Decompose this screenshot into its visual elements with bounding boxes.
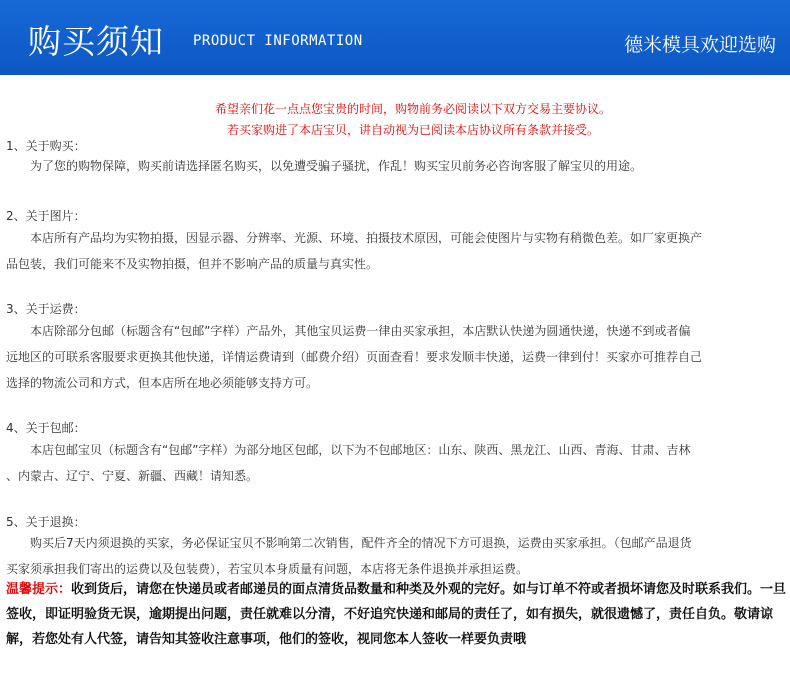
section-body-returns: [6, 530, 786, 582]
body-line: 本店除部分包邮（标题含有“包邮”字样）产品外，其他宝贝运费一律由买家承担，本店默认快递为圆通快递，快递不到或者偏: [30, 324, 691, 338]
body-line: 本店包邮宝贝（标题含有“包邮”字样）为部分地区包邮，以下为不包邮地区：山东、陕西、黑龙江、山西、青海、甘肃、吉林: [30, 443, 691, 457]
section-heading-free-shipping: 4、关于包邮：: [6, 421, 86, 435]
warm-tips: [6, 577, 788, 652]
page-subtitle: PRODUCT INFORMATION: [193, 33, 363, 49]
section-body-shipping: [6, 318, 786, 396]
body-line: 买家须承担我们寄出的运费以及包装费），若宝贝本身质量有问题，本店将无条件退换并承担运费。: [6, 562, 529, 576]
header-banner: [0, 0, 790, 75]
body-line: 远地区的可联系客服要求更换其他快递，详情运费请到（邮费介绍）页面查看！要求发顺丰快递，运费一律到付！买家亦可推荐自己: [6, 350, 703, 364]
section-heading-shipping: 3、关于运费：: [6, 302, 86, 316]
section-heading-purchase: 1、关于购买：: [6, 139, 86, 153]
warm-tips-label: 温馨提示：: [6, 582, 72, 597]
body-line: 为了您的购物保障，购买前请选择匿名购买，以免遭受骗子骚扰，作乱！购买宝贝前务必咨询客服了解宝贝的用途。: [30, 159, 643, 173]
notice-line-1: 希望亲们花一点点您宝贵的时间，购物前务必阅读以下双方交易主要协议。: [214, 102, 611, 116]
body-line: 购买后7天内须退换的买家，务必保证宝贝不影响第二次销售，配件齐全的情况下方可退换，运费由买家承担。（包邮产品退货: [30, 536, 692, 550]
notice-line-2: 若买家购进了本店宝贝，讲自动视为已阅读本店协议所有条款并接受。: [226, 123, 599, 137]
body-line: 选择的物流公司和方式，但本店所在地必须能够支持方可。: [6, 376, 319, 390]
section-heading-returns: 5、关于退换：: [6, 515, 86, 529]
section-body-purchase: [6, 153, 786, 179]
warm-tips-text: 收到货后，请您在快递员或者邮递员的面点清货品数量和种类及外观的完好。如与订单不符或者损坏请您及时联系我们。一旦签收，即证明验货无误，逾期提出问题，责任就难以分清，不好追究快递和邮局的责任了，如有损失，就很遗憾了，责任自负。敬请谅解，若您处有人代签，请告知其签收注意事项，他们的签收，视同您本人签收一样要负责哦: [6, 582, 787, 647]
body-line: 本店所有产品均为实物拍摄，因显示器、分辨率、光源、环境、拍摄技术原因，可能会使图片与实物有稍微色差。如厂家更换产: [30, 231, 703, 245]
body-line: 、内蒙古、辽宁、宁夏、新疆、西藏！请知悉。: [6, 469, 259, 483]
brand-slogan: 德米模具欢迎选购: [623, 34, 776, 56]
section-heading-images: 2、关于图片：: [6, 209, 86, 223]
page-title: 购买须知: [28, 22, 164, 61]
section-body-free-shipping: [6, 437, 786, 489]
body-line: 品包装，我们可能来不及实物拍摄，但并不影响产品的质量与真实性。: [6, 257, 379, 271]
section-body-images: [6, 225, 786, 277]
